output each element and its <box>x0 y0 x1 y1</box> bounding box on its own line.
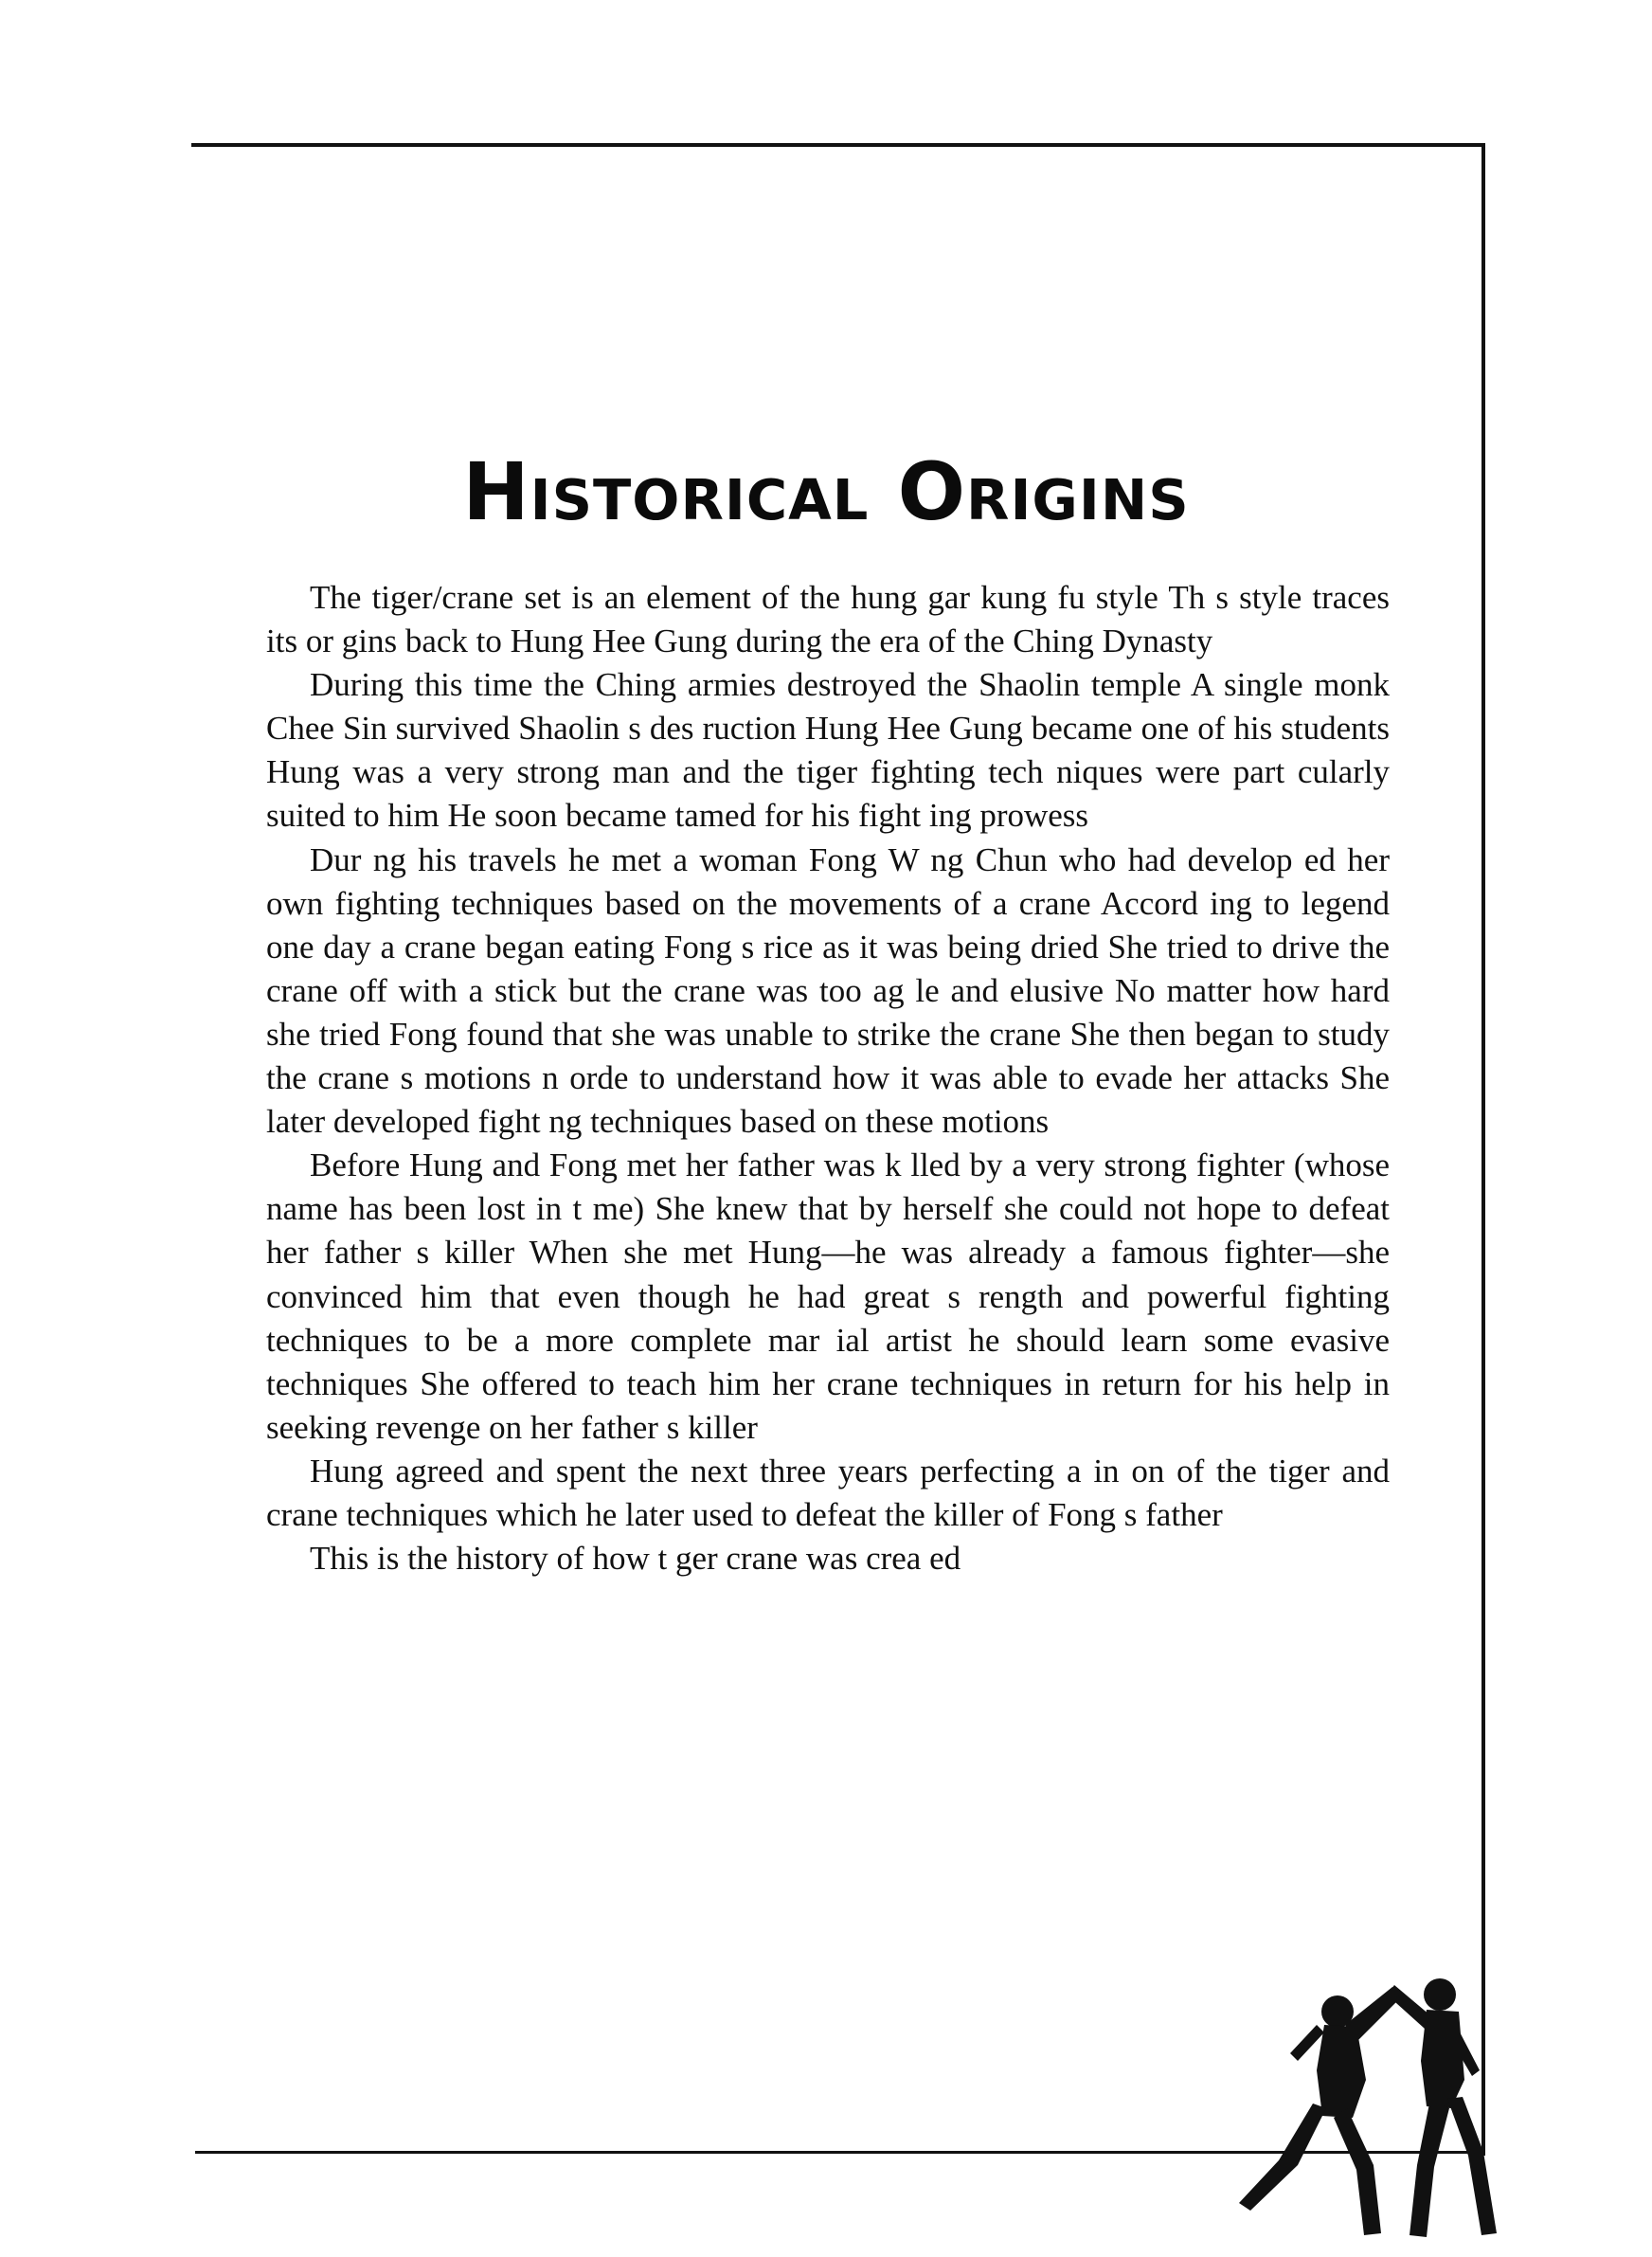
paragraph: Before Hung and Fong met her father was k lled by a very strong fighter (whose name has been lost in t me) She knew that by herself she could not hope to defeat her father s killer When she met Hung—he was already a famous fighter—she convinced him that even though he had great s rength and powerful fighting techniques to be a more complete mar ial artist he should learn some evasive techniques She offered to teach him her crane techniques in return for his help in seeking revenge on her father s killer <box>266 1147 1390 1446</box>
fighters-silhouette-icon <box>1231 1966 1497 2241</box>
top-border-rule <box>191 143 1485 147</box>
paragraph: Hung agreed and spent the next three years perfecting a in on of the tiger and crane techniques which he later used to defeat the killer of Fong s father <box>266 1452 1390 1533</box>
paragraph: This is the history of how t ger crane was crea ed <box>310 1540 961 1578</box>
page-title: Historical Origins <box>462 445 1190 538</box>
paragraph: The tiger/crane set is an element of the hung gar kung fu style Th s style traces its or gins back to Hung Hee Gung during the era of the Ching Dynasty <box>266 579 1390 660</box>
paragraph: During this time the Ching armies destroyed the Shaolin temple A single monk Chee Sin survived Shaolin s des ruction Hung Hee Gung became one of his students Hung was a very strong man and the tiger fighting tech niques were part cularly suited to him He soon became tamed for his fight ing prowess <box>266 666 1390 835</box>
paragraph: Dur ng his travels he met a woman Fong W ng Chun who had develop ed her own fighting techniques based on the movements of a crane Accord ing to legend one day a crane began eating Fong s rice as it was being dried She tried to drive the crane off with a stick but the crane was too ag le and elusive No matter how hard she tried Fong found that she was unable to strike the crane She then began to study the crane s motions n orde to understand how it was able to evade her attacks She later developed fight ng techniques based on these motions <box>266 840 1390 1141</box>
body-text <box>266 576 1390 1580</box>
